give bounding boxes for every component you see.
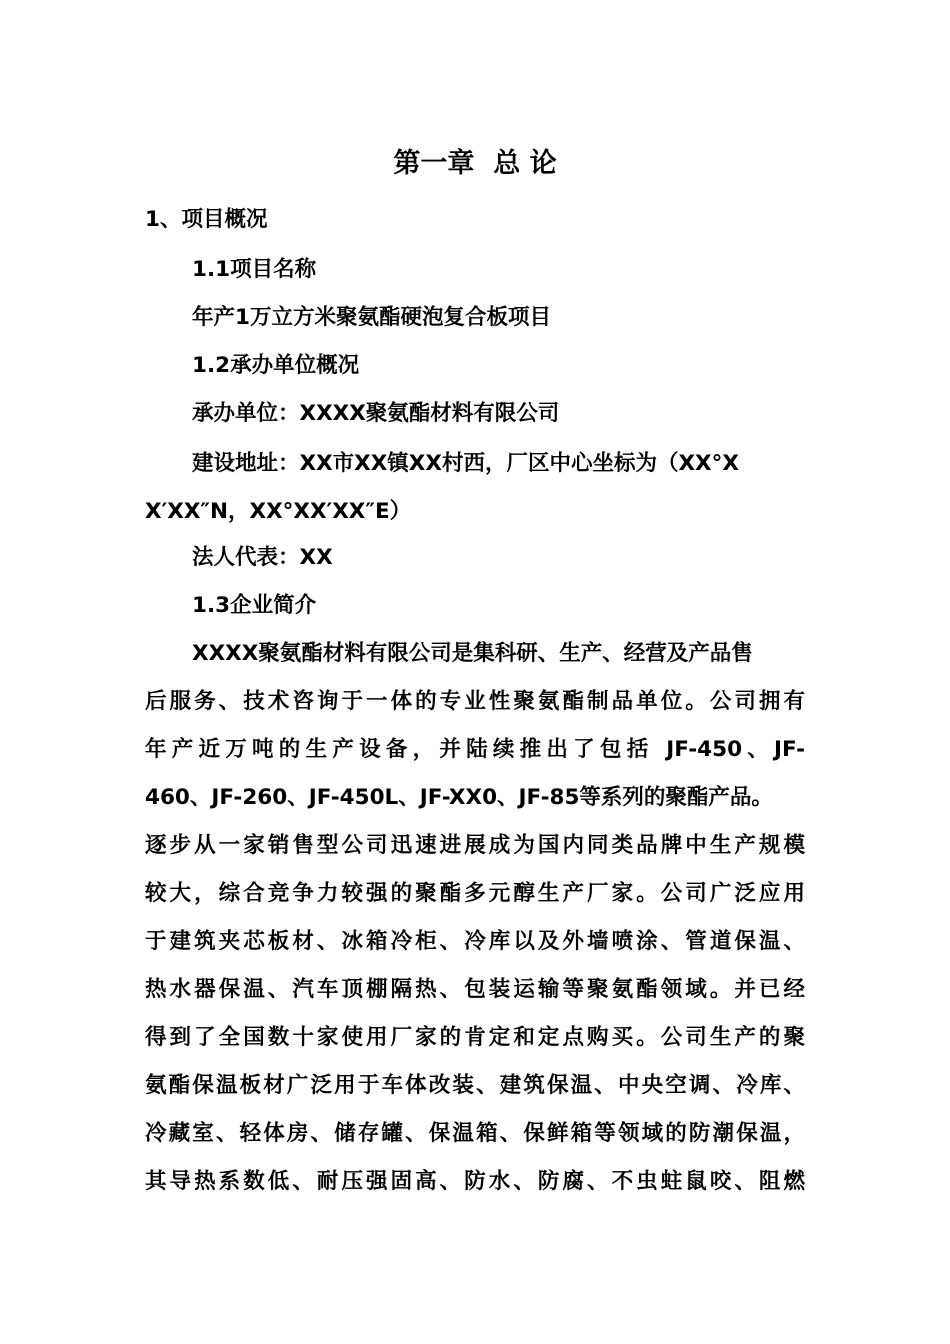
intro-paragraph-line: 460、JF-260、JF-450L、JF-XX0、JF-85等系列的聚酯产品。 [145, 785, 773, 810]
undertaking-unit-text: 承办单位：XXXX聚氨酯材料有限公司 [192, 401, 560, 426]
legal-representative-text: 法人代表：XX [192, 545, 333, 570]
intro-paragraph-line: 其导热系数低、耐压强固高、防水、防腐、不虫蛀鼠咬、阻燃 [145, 1169, 805, 1194]
intro-paragraph-line: XXXX聚氨酯材料有限公司是集科研、生产、经营及产品售 [192, 641, 753, 666]
intro-paragraph-line: 后服务、技术咨询于一体的专业性聚氨酯制品单位。公司拥有 [145, 689, 805, 714]
chapter-title: 第一章 总 论 [393, 148, 557, 179]
intro-paragraph-line: 较大，综合竞争力较强的聚酯多元醇生产厂家。公司广泛应用 [145, 881, 805, 906]
intro-paragraph-line: 热水器保温、汽车顶棚隔热、包装运输等聚氨酯领域。并已经 [145, 977, 805, 1002]
address-text-line-2: X′XX″N，XX°XX′XX″E） [145, 499, 412, 524]
subsection-heading: 1.3企业简介 [192, 593, 317, 618]
section-heading: 1、项目概况 [145, 207, 268, 232]
intro-paragraph-line: 于建筑夹芯板材、冰箱冷柜、冷库以及外墙喷涂、管道保温、 [145, 929, 805, 954]
intro-paragraph-line: 冷藏室、轻体房、储存罐、保温箱、保鲜箱等领域的防潮保温， [145, 1121, 805, 1146]
subsection-heading: 1.2承办单位概况 [192, 353, 360, 378]
intro-paragraph-line: 得到了全国数十家使用厂家的肯定和定点购买。公司生产的聚 [145, 1025, 805, 1050]
subsection-heading: 1.1项目名称 [192, 257, 317, 282]
intro-paragraph-line: 年产近万吨的生产设备，并陆续推出了包括 JF-450、JF- [145, 737, 805, 762]
intro-paragraph-line: 氨酯保温板材广泛用于车体改装、建筑保温、中央空调、冷库、 [145, 1073, 805, 1098]
address-text-line-1: 建设地址：XX市XX镇XX村西，厂区中心坐标为（XX°X [192, 451, 739, 476]
project-name-text: 年产1万立方米聚氨酯硬泡复合板项目 [192, 305, 551, 330]
intro-paragraph-line: 逐步从一家销售型公司迅速进展成为国内同类品牌中生产规模 [145, 833, 805, 858]
